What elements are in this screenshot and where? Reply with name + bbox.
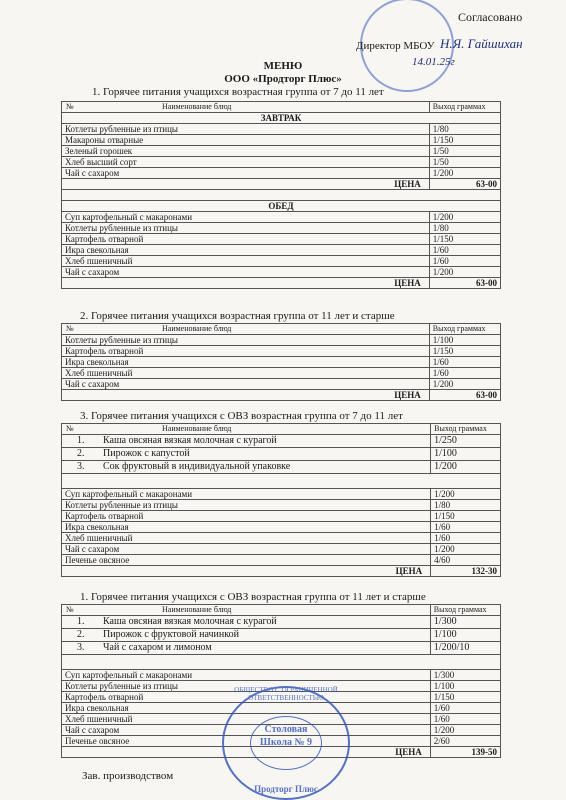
table-row <box>62 522 501 533</box>
dish-yield-cell: 1/60 <box>429 357 500 368</box>
table-row <box>62 670 501 681</box>
table-row <box>62 346 501 357</box>
dish-name-cell: Печенье овсяное <box>62 736 431 747</box>
dish-yield-cell: 1/250 <box>431 435 501 448</box>
dish-name-cell: Чай с сахаром <box>62 725 431 736</box>
price-row: ЦЕНА 132-30 <box>62 566 501 577</box>
table-row <box>62 124 501 135</box>
dish-name-cell <box>62 629 431 642</box>
company-seal-icon <box>222 686 350 800</box>
dish-name: Каша овсяная вязкая молочная с курагой <box>103 616 277 627</box>
section-1-title: 1. Горячее питания учащихся возрастная группа от 7 до 11 лет <box>92 86 384 98</box>
table-header-row <box>62 102 501 113</box>
dish-number: 2. <box>77 448 85 459</box>
dish-number: 2. <box>77 629 85 640</box>
header-yield-cell: Выход граммах <box>429 102 500 113</box>
dish-name-cell: Чай с сахаром <box>62 379 430 390</box>
dish-name-cell: Хлеб высший сорт <box>62 157 430 168</box>
table-row <box>62 500 501 511</box>
price-row: ЦЕНА 139-50 <box>62 747 501 758</box>
table-row <box>62 435 501 448</box>
dish-name-cell: Суп картофельный с макаронами <box>62 670 431 681</box>
table-row <box>62 223 501 234</box>
dish-yield-cell: 1/60 <box>429 368 500 379</box>
footer-signature-label: Зав. производством <box>82 770 174 782</box>
table-row <box>62 511 501 522</box>
meal-row-lunch: ОБЕД <box>62 201 501 212</box>
section-3-table <box>61 423 501 577</box>
table-row <box>62 146 501 157</box>
section-3-title: 3. Горячее питания учащихся с ОВЗ возрастная группа от 7 до 11 лет <box>80 410 403 422</box>
table-row <box>62 245 501 256</box>
dish-name-cell: Картофель отварной <box>62 234 430 245</box>
dish-name-cell: Хлеб пшеничный <box>62 714 431 725</box>
table-row <box>62 642 501 655</box>
dish-name-cell: Суп картофельный с макаронами <box>62 212 430 223</box>
dish-name-cell <box>62 616 431 629</box>
dish-name-cell: Икра свекольная <box>62 357 430 368</box>
dish-yield-cell: 1/200 <box>429 212 500 223</box>
meal-row-breakfast: ЗАВТРАК <box>62 113 501 124</box>
dish-yield-cell: 1/60 <box>431 533 501 544</box>
dish-name-cell: Котлеты рубленные из птицы <box>62 500 431 511</box>
dish-yield-cell: 1/200 <box>431 461 501 474</box>
price-row: ЦЕНА 63-00 <box>62 390 501 401</box>
dish-name-cell <box>62 642 431 655</box>
dish-name-cell: Чай с сахаром <box>62 267 430 278</box>
dish-number: 1. <box>77 616 85 627</box>
dish-number: 3. <box>77 642 85 653</box>
dish-name-cell: Чай с сахаром <box>62 544 431 555</box>
document-title: МЕНЮ <box>263 60 303 72</box>
dish-name-cell <box>62 461 431 474</box>
dish-yield-cell: 1/60 <box>429 256 500 267</box>
dish-name-cell: Икра свекольная <box>62 703 431 714</box>
dish-yield-cell: 1/300 <box>430 616 500 629</box>
dish-name-cell: Чай с сахаром <box>62 168 430 179</box>
spacer-row <box>62 190 501 201</box>
dish-yield-cell: 1/200 <box>429 168 500 179</box>
seal-bottom-text: Продторг Плюс <box>254 784 318 794</box>
dish-yield-cell: 1/200/10 <box>430 642 500 655</box>
dish-yield-cell: 1/80 <box>431 500 501 511</box>
dish-yield-cell: 1/60 <box>430 703 500 714</box>
table-header-row: № Наименование блюд Выход граммах <box>62 324 501 335</box>
dish-number: 1. <box>77 435 85 446</box>
table-header-row: № Наименование блюд Выход граммах <box>62 424 501 435</box>
dish-yield-cell: 1/60 <box>429 245 500 256</box>
dish-name-cell: Картофель отварной <box>62 346 430 357</box>
price-value: 63-00 <box>429 179 500 190</box>
section-2-title: 2. Горячее питания учащихся возрастная группа от 11 лет и старше <box>80 310 395 322</box>
approval-label: Согласовано <box>458 10 523 24</box>
table-row <box>62 135 501 146</box>
table-row <box>62 448 501 461</box>
dish-name-cell: Зеленый горошек <box>62 146 430 157</box>
dish-number: 3. <box>77 461 85 472</box>
table-row <box>62 544 501 555</box>
table-row <box>62 157 501 168</box>
dish-name-cell: Икра свекольная <box>62 522 431 533</box>
dish-yield-cell: 1/60 <box>431 522 501 533</box>
approval-date: 14.01.25г <box>412 56 455 68</box>
seal-ring-text: ОБЩЕСТВО С ОГРАНИЧЕННОЙ ОТВЕТСТВЕННОСТЬЮ <box>234 686 338 702</box>
table-row <box>62 234 501 245</box>
dish-name-cell: Суп картофельный с макаронами <box>62 489 431 500</box>
dish-yield-cell: 1/200 <box>431 544 501 555</box>
dish-yield-cell: 1/150 <box>429 234 500 245</box>
table-row <box>62 256 501 267</box>
dish-yield-cell: 1/200 <box>431 489 501 500</box>
price-row <box>62 179 501 190</box>
dish-yield-cell: 1/80 <box>429 223 500 234</box>
section-4-title: 1. Горячее питания учащихся с ОВЗ возрастная группа от 11 лет и старше <box>80 591 426 603</box>
dish-yield-cell: 1/150 <box>429 135 500 146</box>
table-row <box>62 357 501 368</box>
dish-yield-cell: 1/60 <box>430 714 500 725</box>
dish-yield-cell: 1/300 <box>430 670 500 681</box>
dish-name-cell: Котлеты рубленные из птицы <box>62 223 430 234</box>
dish-yield-cell: 1/150 <box>431 511 501 522</box>
header-name-cell: № Наименование блюд <box>62 102 430 113</box>
dish-name-cell: Хлеб пшеничный <box>62 533 431 544</box>
dish-yield-cell: 1/100 <box>429 335 500 346</box>
dish-yield-cell: 2/60 <box>430 736 500 747</box>
dish-name-cell: Хлеб пшеничный <box>62 368 430 379</box>
dish-name-cell: Печенье овсяное <box>62 555 431 566</box>
dish-yield-cell: 1/100 <box>431 448 501 461</box>
table-row <box>62 335 501 346</box>
dish-yield-cell: 1/100 <box>430 629 500 642</box>
table-row <box>62 212 501 223</box>
dish-yield-cell: 1/80 <box>429 124 500 135</box>
section-1-table <box>61 101 501 289</box>
dish-name: Пирожок с фруктовой начинкой <box>103 629 239 640</box>
table-row <box>62 461 501 474</box>
dish-yield-cell: 1/150 <box>430 692 500 703</box>
dish-name-cell: Икра свекольная <box>62 245 430 256</box>
dish-name-cell: Котлеты рубленные из птицы <box>62 335 430 346</box>
dish-name-cell: Котлеты рубленные из птицы <box>62 681 431 692</box>
company-name: ООО «Продторг Плюс» <box>224 73 342 85</box>
dish-name: Пирожок с капустой <box>103 448 190 459</box>
dish-yield-cell: 1/150 <box>429 346 500 357</box>
dish-name-cell: Картофель отварной <box>62 692 431 703</box>
table-row <box>62 533 501 544</box>
seal-center-text: Столовая Школа № 9 <box>250 716 322 770</box>
dish-name-cell <box>62 435 431 448</box>
price-row <box>62 278 501 289</box>
dish-yield-cell: 1/200 <box>430 725 500 736</box>
spacer-row <box>62 474 501 489</box>
price-label: ЦЕНА <box>62 278 430 289</box>
dish-name-cell: Макароны отварные <box>62 135 430 146</box>
table-header-row: № Наименование блюд Выход граммах <box>62 605 501 616</box>
director-signature: Н.Я. Гайшихан <box>440 36 523 51</box>
dish-yield-cell: 1/100 <box>430 681 500 692</box>
spacer-row <box>62 655 501 670</box>
dish-name: Каша овсяная вязкая молочная с курагой <box>103 435 277 446</box>
table-row <box>62 616 501 629</box>
table-row <box>62 629 501 642</box>
price-value: 63-00 <box>429 278 500 289</box>
table-row <box>62 555 501 566</box>
dish-name: Чай с сахаром и лимоном <box>103 642 212 653</box>
dish-name-cell: Котлеты рубленные из птицы <box>62 124 430 135</box>
table-row <box>62 168 501 179</box>
table-row <box>62 489 501 500</box>
table-row <box>62 267 501 278</box>
dish-name: Сок фруктовый в индивидуальной упаковке <box>103 461 291 472</box>
dish-name-cell <box>62 448 431 461</box>
price-label: ЦЕНА <box>62 179 430 190</box>
table-row <box>62 379 501 390</box>
dish-yield-cell: 1/200 <box>429 267 500 278</box>
dish-yield-cell: 4/60 <box>431 555 501 566</box>
dish-name-cell: Картофель отварной <box>62 511 431 522</box>
dish-yield-cell: 1/200 <box>429 379 500 390</box>
dish-yield-cell: 1/50 <box>429 146 500 157</box>
table-row <box>62 368 501 379</box>
director-label: Директор МБОУ <box>356 40 435 52</box>
dish-yield-cell: 1/50 <box>429 157 500 168</box>
dish-name-cell: Хлеб пшеничный <box>62 256 430 267</box>
section-2-table <box>61 323 501 401</box>
